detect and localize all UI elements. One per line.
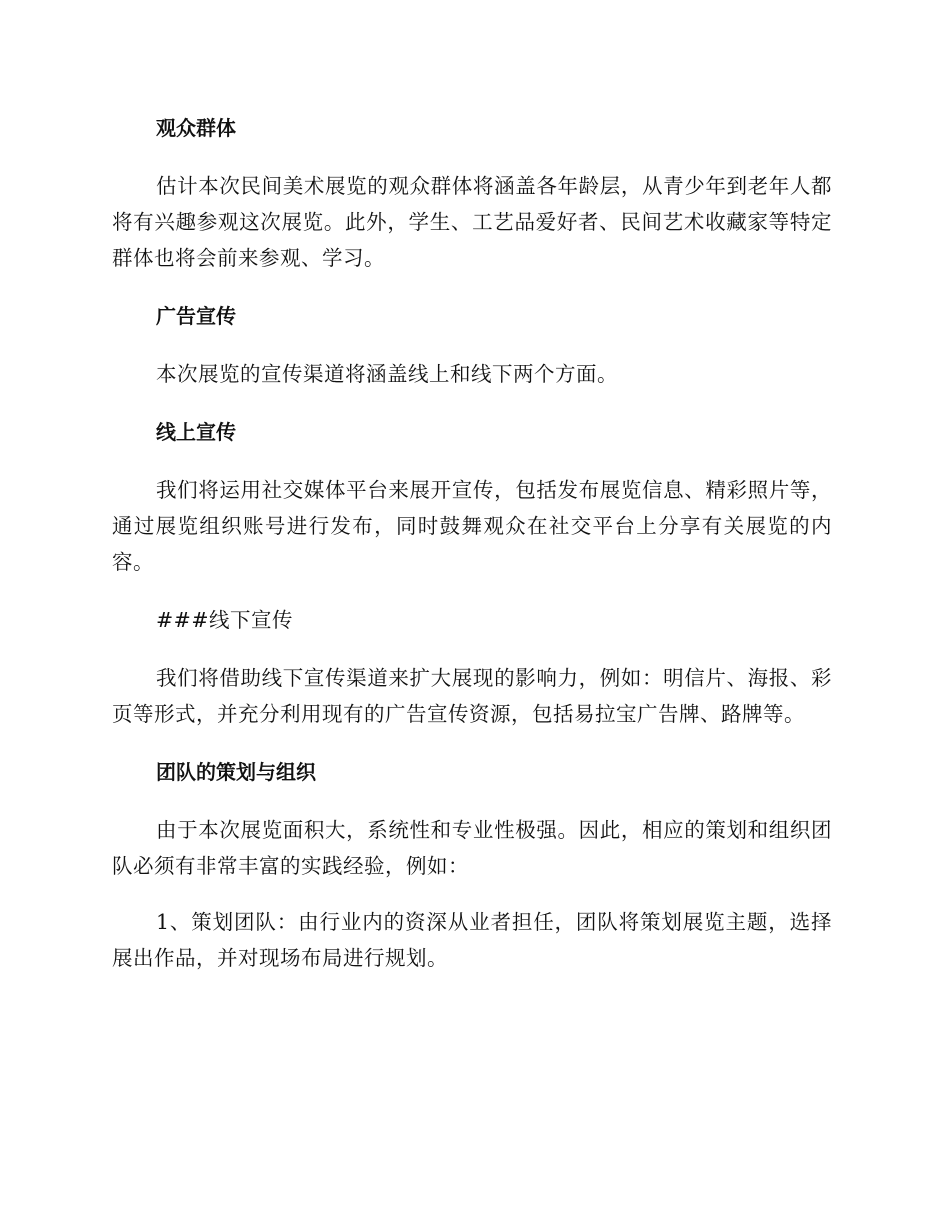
paragraph-offline-promo: 我们将借助线下宣传渠道来扩大展现的影响力，例如：明信片、海报、彩页等形式，并充分利用现有的广告宣传资源，包括易拉宝广告牌、路牌等。	[112, 666, 832, 726]
section-heading-online-promo: 线上宣传	[156, 420, 236, 444]
document-body	[112, 108, 832, 996]
paragraph-offline-promo-heading: ###线下宣传	[156, 608, 294, 632]
paragraph-advertising: 本次展览的宣传渠道将涵盖线上和线下两个方面。	[156, 362, 618, 386]
paragraph-planning-team: 1、策划团队：由行业内的资深从业者担任，团队将策划展览主题，选择展出作品，并对现场布局进行规划。	[112, 910, 832, 970]
paragraph-audience: 估计本次民间美术展览的观众群体将涵盖各年龄层，从青少年到老年人都将有兴趣参观这次展览。此外，学生、工艺品爱好者、民间艺术收藏家等特定群体也将会前来参观、学习。	[112, 174, 832, 270]
section-heading-team: 团队的策划与组织	[156, 760, 316, 784]
paragraph-online-promo: 我们将运用社交媒体平台来展开宣传，包括发布展览信息、精彩照片等，通过展览组织账号进行发布，同时鼓舞观众在社交平台上分享有关展览的内容。	[112, 478, 832, 574]
paragraph-team: 由于本次展览面积大，系统性和专业性极强。因此，相应的策划和组织团队必须有非常丰富的实践经验，例如：	[112, 818, 832, 878]
section-heading-advertising: 广告宣传	[156, 304, 236, 328]
section-heading-audience: 观众群体	[156, 116, 236, 140]
